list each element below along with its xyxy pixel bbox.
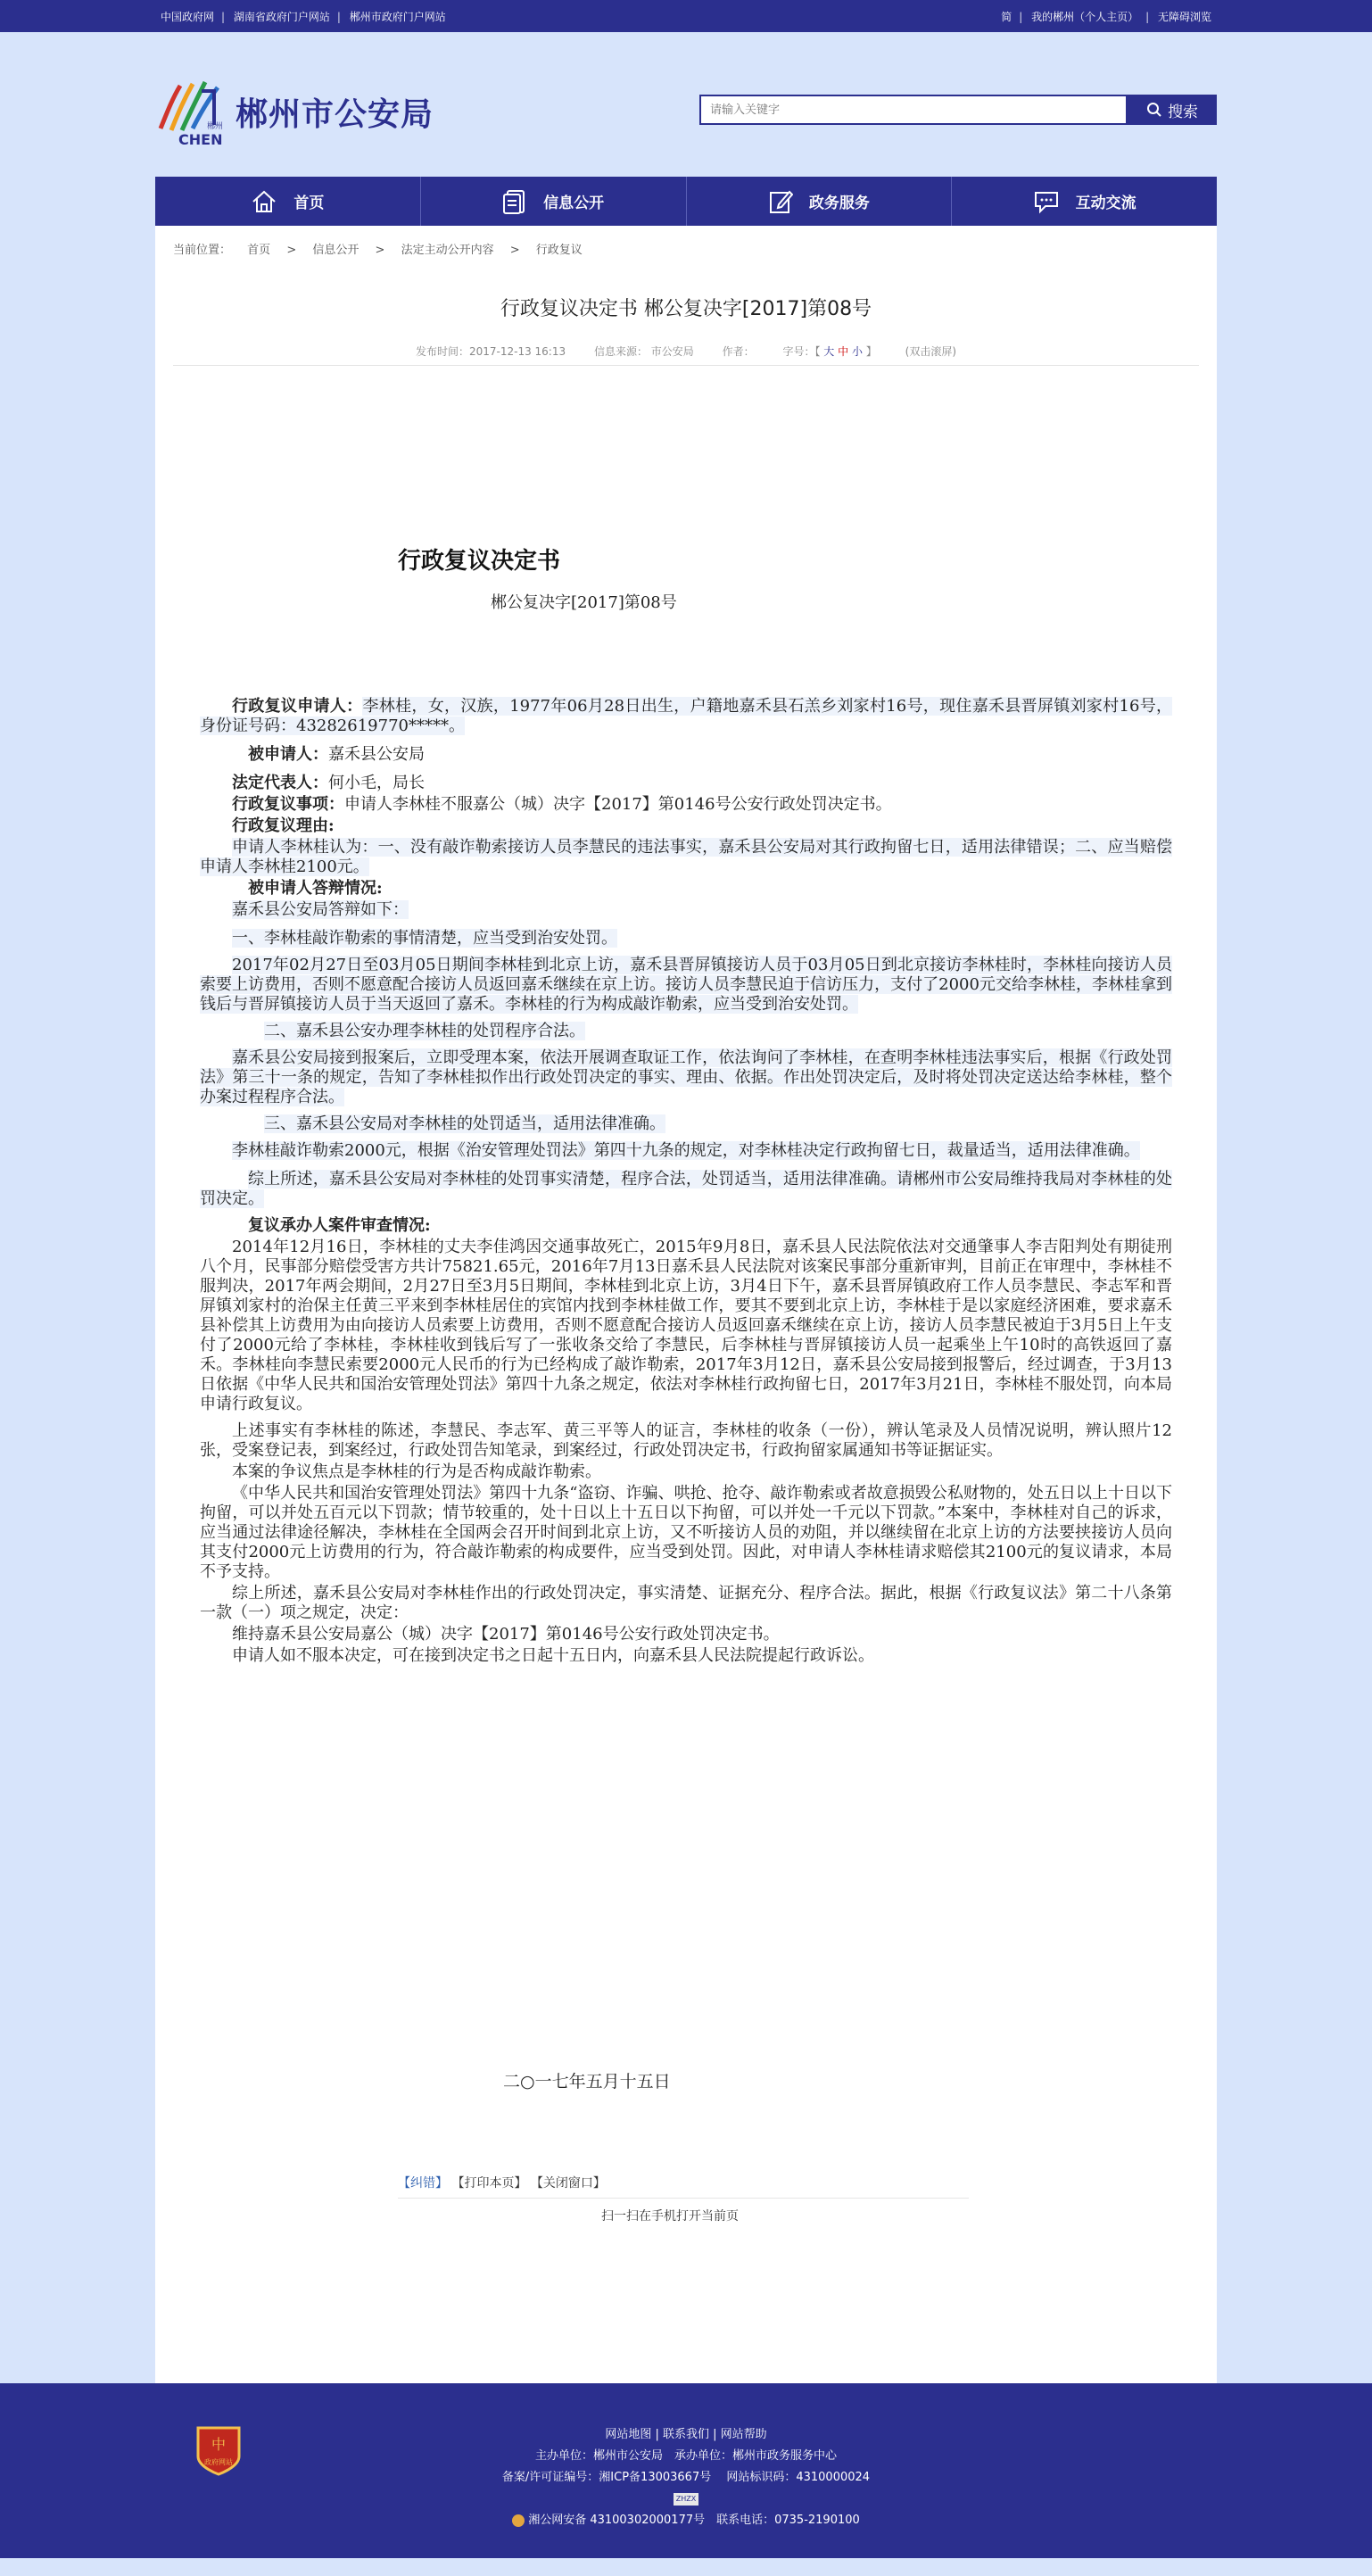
dblclick-scroll-hint: (双击滚屏) xyxy=(905,345,957,358)
print-page-button[interactable]: 【打印本页】 xyxy=(451,2176,527,2191)
close-window-button[interactable]: 【关闭窗口】 xyxy=(530,2176,606,2191)
footer-police[interactable]: 湘公网安备 43100302000177号 联系电话：0735-2190100 xyxy=(528,2514,860,2527)
report-error-button[interactable]: 【纠错】 xyxy=(398,2176,448,2191)
paragraph: 2017年02月27日至03月05日期间李林桂到北京上访，嘉禾县晋屏镇接访人员于03月05日到北京接访李林桂时，李林桂向接访人员索要上访费用，否则不愿意配合接访人员返回嘉禾继续在京上访。接访人员李慧民迫于信访压力，支付了2000元交给李林桂，李林桂拿到钱后与晋屏镇接访人员于当天返回了嘉禾。李林桂的行为构成敲诈勒索，应当受到治安处罚。 xyxy=(200,956,1172,1014)
paragraph: 二、嘉禾县公安办理李林桂的处罚程序合法。 xyxy=(264,1022,585,1040)
paragraph: 本案的争议焦点是李林桂的行为是否构成敲诈勒索。 xyxy=(232,1462,601,1481)
breadcrumb-home[interactable]: 首页 xyxy=(247,244,271,257)
top-bar xyxy=(0,0,1372,32)
paragraph: 综上所述，嘉禾县公安局对李林桂的处罚事实清楚，程序合法，处罚适当，适用法律准确。请郴州市公安局维持我局对李林桂的处罚决定。 xyxy=(200,1170,1172,1208)
tools-divider xyxy=(398,2198,969,2199)
article-source: 信息来源： 市公安局 xyxy=(593,345,694,358)
publish-time: 发布时间：2017-12-13 16:13 xyxy=(415,345,566,358)
paragraph: 嘉禾县公安局答辩如下： xyxy=(232,900,409,919)
search-icon xyxy=(1146,102,1162,118)
footer-host: 主办单位：郴州市公安局 承办单位：郴州市政务服务中心 xyxy=(534,2449,837,2463)
simplified-toggle[interactable]: 简 xyxy=(1001,10,1012,23)
font-small-button[interactable]: 小 xyxy=(851,345,863,358)
breadcrumb-sep: > xyxy=(286,244,297,257)
article-title: 行政复议决定书 郴公复决字[2017]第08号 xyxy=(500,298,872,320)
paragraph: 行政复议事项：申请人李林桂不服嘉公（城）决字【2017】第0146号公安行政处罚决定书。 xyxy=(232,795,892,814)
breadcrumb xyxy=(173,240,583,257)
top-link-chenzhou[interactable]: 郴州市政府门户网站 xyxy=(349,10,446,23)
paragraph: 被申请人：嘉禾县公安局 xyxy=(248,745,425,764)
search-button-label: 搜索 xyxy=(1168,103,1198,121)
qr-scan-hint: 扫一扫在手机打开当前页 xyxy=(601,2209,739,2224)
document-icon xyxy=(502,188,527,215)
breadcrumb-review[interactable]: 行政复议 xyxy=(535,244,583,257)
nav-label-home: 首页 xyxy=(293,195,325,212)
paragraph: 一、李林桂敲诈勒索的事情清楚，应当受到治安处罚。 xyxy=(232,929,617,948)
paragraph: 三、嘉禾县公安局对李林桂的处罚适当，适用法律准确。 xyxy=(264,1114,665,1133)
footer-police-row xyxy=(0,2510,1372,2531)
nav-label-service: 政务服务 xyxy=(808,195,870,212)
doc-number: 郴公复决字[2017]第08号 xyxy=(491,593,677,612)
top-link-hunan[interactable]: 湖南省政府门户网站 xyxy=(233,10,330,23)
site-logo[interactable] xyxy=(155,75,230,146)
content-panel xyxy=(155,226,1217,2383)
edit-icon xyxy=(768,188,793,215)
home-icon xyxy=(251,189,277,214)
font-size-control: 字号：【 大 中 小 】 xyxy=(782,345,880,358)
footer-mini-badge-row xyxy=(0,2489,1372,2510)
paragraph: 被申请人答辩情况: xyxy=(248,879,383,898)
font-mid-button[interactable]: 中 xyxy=(838,345,849,358)
breadcrumb-prefix: 当前位置： xyxy=(173,244,232,257)
paragraph: 行政复议理由: xyxy=(232,816,335,835)
nav-label-interact: 互动交流 xyxy=(1075,195,1136,212)
article-tools xyxy=(398,2174,969,2191)
chat-icon xyxy=(1033,189,1060,214)
paragraph: 综上所述，嘉禾县公安局对李林桂作出的行政处罚决定，事实清楚、证据充分、程序合法。据此，根据《行政复议法》第二十八条第一款（一）项之规定，决定： xyxy=(200,1584,1172,1622)
paragraph: 行政复议申请人：李林桂，女，汉族，1977年06月28日出生，户籍地嘉禾县石羔乡刘家村16号，现住嘉禾县晋屏镇刘家村16号，身份证号码：43282619770*****。 xyxy=(200,697,1173,735)
article-meta xyxy=(155,344,1217,359)
top-right-links: 简 | 我的郴州（个人主页） | 无障碍浏览 xyxy=(1001,10,1211,23)
paragraph: 2014年12月16日，李林桂的丈夫李佳鸿因交通事故死亡，2015年9月8日，嘉禾县人民法院依法对交通肇事人李吉阳判处有期徒刑八个月，民事部分赔偿受害方共计75821.65元，2016年7月13日嘉禾县人民法院对该案民事部分重新审判，目前正在审理中，李林桂不服判决，2017年两会期间，2月27日至3月5日期间，李林桂到北京上访，3月4日下午，嘉禾县晋屏镇政府工作人员李慧民、李志军和晋屏镇刘家村的治保主任黄三平来到李林桂居住的宾馆内找到李林桂做工作，要其不要到北京上访，李林桂于是以家庭经济困难，要求嘉禾县补偿其上访费用为由向接访人员索要上访费用，否则不愿意配合接访人员返回嘉禾继续在京上访，接访人员李慧民被迫于3月5日上午支付了2000元给了李林桂，李林桂收到钱后写了一张收条交给了李慧民，后李林桂与晋屏镇接访人员一起乘坐上午10时的高铁返回了嘉禾。李林桂向李慧民索要2000元人民币的行为已经构成了敲诈勒索，2017年3月12日，嘉禾县公安局接到报警后，经过调查，于3月13日依据《中华人民共和国治安管理处罚法》第四十九条之规定，依法对李林桂行政拘留七日，2017年3月21日，李林桂不服处罚，向本局申请行政复议。 xyxy=(200,1238,1172,1413)
nav-item-interact[interactable] xyxy=(952,177,1217,226)
nav-item-home[interactable] xyxy=(155,177,421,226)
logo-chen-text: CHEN xyxy=(178,131,223,146)
main-nav xyxy=(155,177,1217,226)
article-author: 作者： xyxy=(722,345,755,358)
paragraph: 《中华人民共和国治安管理处罚法》第四十九条“盗窃、诈骗、哄抢、抢夺、敲诈勒索或者故意损毁公私财物的，处五日以上十日以下拘留，可以并处五百元以下罚款；情节较重的，处十日以上十五日以下拘留，可以并处一千元以下罚款。”本案中，李林桂对自己的诉求，应当通过法律途径解决，李林桂在全国两会召开时间到北京上访，又不听接访人员的劝阻，并以继续留在北京上访的方法要挟接访人员向其支付2000元上访费用的行为，符合敲诈勒索的构成要件，应当受到处罚。因此，对申请人李林桂请求赔偿其2100元的复议请求，本局不予支持。 xyxy=(200,1484,1172,1581)
paragraph: 李林桂敲诈勒索2000元，根据《治安管理处罚法》第四十九条的规定，对李林桂决定行政拘留七日，裁量适当，适用法律准确。 xyxy=(232,1141,1140,1160)
paragraph: 嘉禾县公安局接到报案后，立即受理本案，依法开展调查取证工作，依法询问了李林桂，在查明李林桂违法事实后，根据《行政处罚法》第三十一条的规定，告知了李林桂拟作出行政处罚决定的事实、理由、依据。作出处罚决定后，及时将处罚决定送达给李林桂，整个办案过程程序合法。 xyxy=(200,1048,1172,1106)
mini-badge[interactable]: ZHZX xyxy=(674,2493,698,2506)
search-input[interactable] xyxy=(699,95,1128,125)
my-chenzhou-link[interactable]: 我的郴州（个人主页） xyxy=(1031,10,1139,23)
footer-info xyxy=(0,2424,1372,2531)
logo-small-text: 郴州 xyxy=(207,122,224,131)
doc-body xyxy=(200,697,1172,1668)
paragraph: 申请人如不服本决定，可在接到决定书之日起十五日内，向嘉禾县人民法院提起行政诉讼。 xyxy=(232,1646,874,1665)
badge-text: 政府网站 xyxy=(204,2458,233,2466)
nav-label-info: 信息公开 xyxy=(543,195,605,212)
doc-title: 行政复议决定书 xyxy=(398,548,561,575)
paragraph: 复议承办人案件审查情况: xyxy=(248,1216,431,1235)
search-button[interactable] xyxy=(1128,95,1217,125)
site-name: 郴州市公安局 xyxy=(236,96,434,133)
doc-date: 二○一七年五月十五日 xyxy=(503,2072,671,2091)
footer-icp: 备案/许可证编号：湘ICP备13003667号 网站标识码：4310000024 xyxy=(501,2471,871,2484)
paragraph: 上述事实有李林桂的陈述，李慧民、李志军、黄三平等人的证言，李林桂的收条（一份），辨认笔录及人员情况说明，辨认照片12张，受案登记表，到案经过，行政处罚告知笔录，到案经过，行政处罚决定书，行政拘留家属通知书等证据证实。 xyxy=(200,1421,1172,1460)
paragraph: 申请人李林桂认为：一、没有敲诈勒索接访人员李慧民的违法事实，嘉禾县公安局对其行政拘留七日，适用法律错误；二、应当赔偿申请人李林桂2100元。 xyxy=(200,838,1172,876)
breadcrumb-sep: > xyxy=(375,244,385,257)
accessibility-link[interactable]: 无障碍浏览 xyxy=(1157,10,1211,23)
breadcrumb-sep: > xyxy=(509,244,520,257)
breadcrumb-info[interactable]: 信息公开 xyxy=(312,244,360,257)
paragraph: 法定代表人：何小毛，局长 xyxy=(232,774,425,792)
search-box xyxy=(699,95,1217,125)
paragraph: 维持嘉禾县公安局嘉公（城）决字【2017】第0146号公安行政处罚决定书。 xyxy=(232,1625,780,1644)
breadcrumb-legal[interactable]: 法定主动公开内容 xyxy=(401,244,494,257)
title-divider xyxy=(173,365,1199,366)
header xyxy=(155,71,1217,152)
top-links: 中国政府网 | 湖南省政府门户网站 | 郴州市政府门户网站 xyxy=(161,10,446,23)
bottom-strip xyxy=(0,2558,1372,2576)
footer xyxy=(0,2383,1372,2558)
footer-links[interactable]: 网站地图 | 联系我们 | 网站帮助 xyxy=(605,2428,767,2441)
font-big-button[interactable]: 大 xyxy=(823,345,835,358)
svg-text:中: 中 xyxy=(211,2436,227,2453)
nav-item-service[interactable] xyxy=(687,177,953,226)
top-link-gov[interactable]: 中国政府网 xyxy=(161,10,215,23)
police-badge-icon xyxy=(512,2514,525,2527)
nav-item-info[interactable] xyxy=(421,177,687,226)
